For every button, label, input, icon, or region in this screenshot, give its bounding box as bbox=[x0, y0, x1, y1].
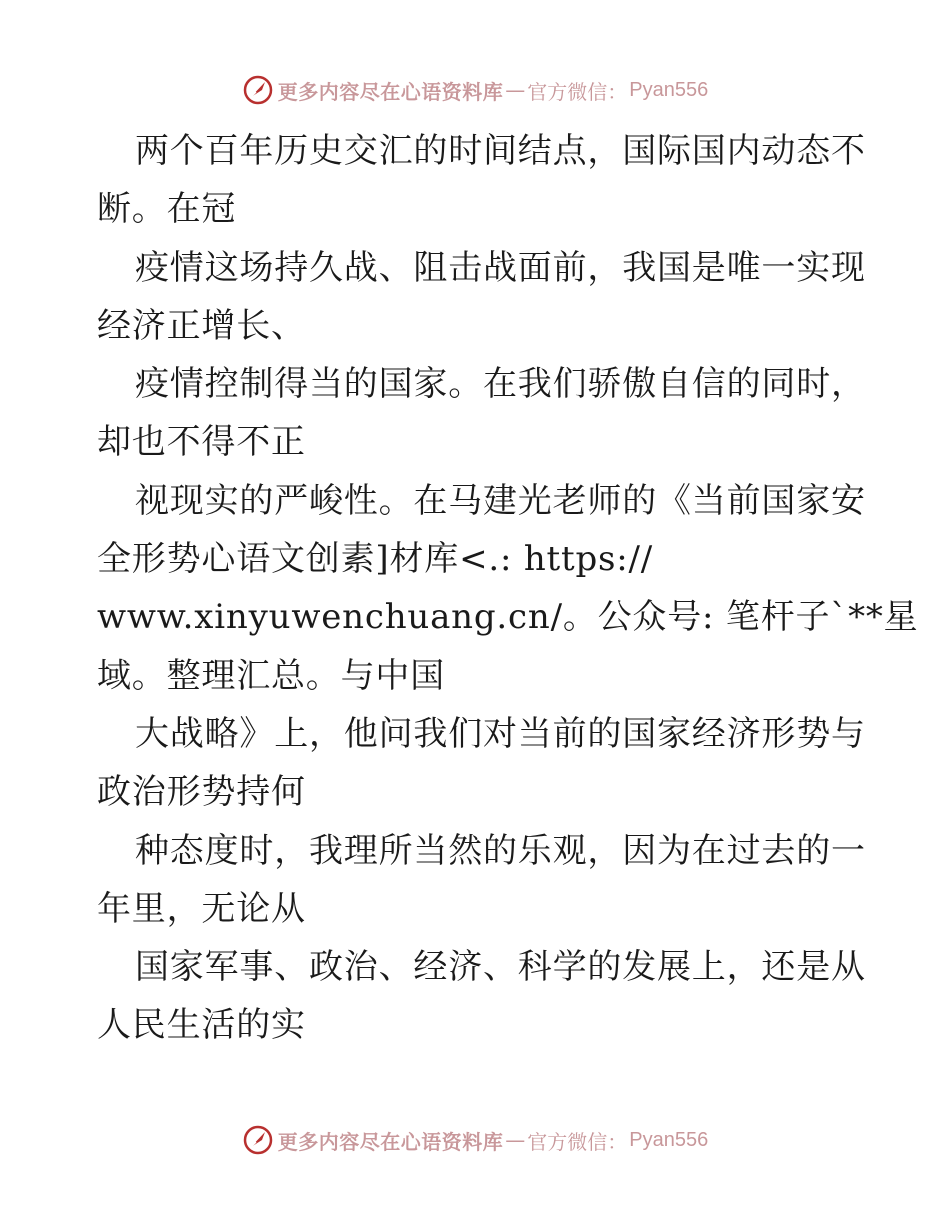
body-line: 国家军事、政治、经济、科学的发展上，还是从 bbox=[135, 947, 866, 988]
footer-slogan: 更多内容尽在心语资料库 bbox=[277, 1129, 504, 1154]
body-line: 年里，无论从 bbox=[97, 888, 306, 929]
body-line: 种态度时，我理所当然的乐观，因为在过去的一 bbox=[135, 830, 866, 871]
body-line: 疫情这场持久战、阻击战面前，我国是唯一实现 bbox=[135, 247, 866, 288]
header-banner bbox=[0, 70, 950, 110]
footer-wechat-id: Pyan556 bbox=[629, 1128, 709, 1151]
body-line: 经济正增长、 bbox=[97, 305, 306, 346]
document-body bbox=[97, 122, 919, 1055]
body-line: 人民生活的实 bbox=[97, 1005, 306, 1046]
footer-dash: — bbox=[505, 1128, 526, 1152]
body-line: 域。整理汇总。与中国 bbox=[97, 655, 445, 696]
body-line: 大战略》上，他问我们对当前的国家经济形势与 bbox=[135, 713, 866, 754]
header-dash: — bbox=[505, 78, 526, 102]
body-line: 疫情控制得当的国家。在我们骄傲自信的同时， bbox=[135, 364, 866, 405]
body-line: 全形势心语文创素]材库<.: https:// bbox=[97, 539, 654, 580]
body-line: 却也不得不正 bbox=[97, 422, 306, 463]
quill-logo-icon bbox=[242, 1124, 274, 1156]
body-line: 政治形势持何 bbox=[97, 772, 306, 813]
header-wechat-label: 官方微信： bbox=[527, 79, 628, 104]
footer-banner bbox=[0, 1120, 950, 1160]
body-line: 两个百年历史交汇的时间结点，国际国内动态不 bbox=[135, 131, 866, 171]
footer-wechat-label: 官方微信： bbox=[527, 1129, 628, 1154]
header-wechat-id: Pyan556 bbox=[629, 78, 709, 101]
body-line: 视现实的严峻性。在马建光老师的《当前国家安 bbox=[135, 480, 866, 521]
body-line: www.xinyuwenchuang.cn/。公众号: 笔杆子`**星 bbox=[97, 597, 919, 638]
quill-logo-icon bbox=[242, 74, 274, 106]
body-line: 断。在冠 bbox=[97, 189, 237, 230]
header-slogan: 更多内容尽在心语资料库 bbox=[277, 79, 504, 104]
